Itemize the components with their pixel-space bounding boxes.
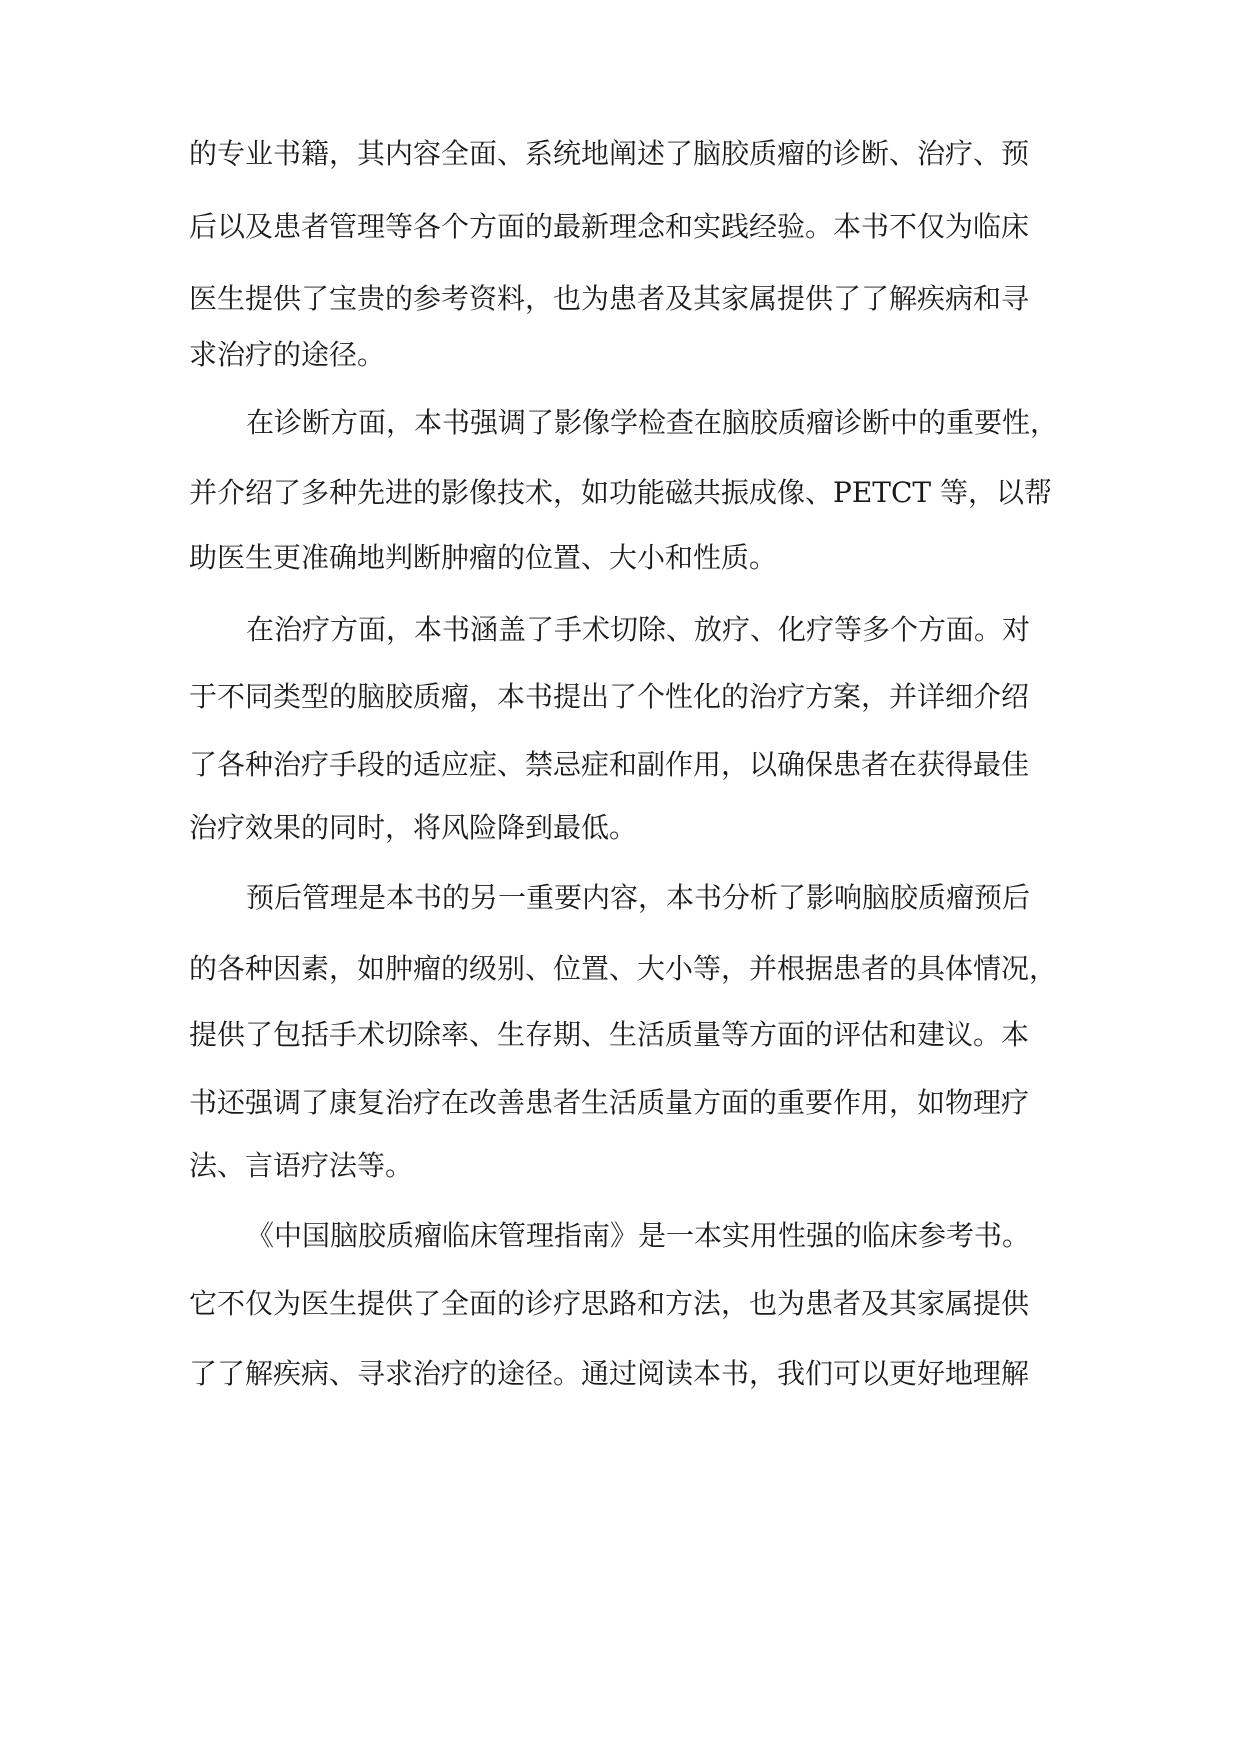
text-line: 书还强调了康复治疗在改善患者生活质量方面的重要作用，如物理疗 bbox=[189, 1086, 1030, 1119]
paragraph-first-line: 在治疗方面，本书涵盖了手术切除、放疗、化疗等多个方面。对 bbox=[246, 613, 1031, 646]
text-line: 医生提供了宝贵的参考资料，也为患者及其家属提供了了解疾病和寻 bbox=[189, 282, 1030, 315]
text-line: 后以及患者管理等各个方面的最新理念和实践经验。本书不仅为临床 bbox=[189, 210, 1030, 243]
text-line: 于不同类型的脑胶质瘤，本书提出了个性化的治疗方案，并详细介绍 bbox=[189, 680, 1030, 713]
paragraph-first-line: 《中国脑胶质瘤临床管理指南》是一本实用性强的临床参考书。 bbox=[246, 1219, 1031, 1252]
text-line: 的专业书籍，其内容全面、系统地阐述了脑胶质瘤的诊断、治疗、预 bbox=[189, 137, 1030, 170]
paragraph-first-line: 在诊断方面，本书强调了影像学检查在脑胶质瘤诊断中的重要性， bbox=[246, 406, 1059, 439]
text-line: 了各种治疗手段的适应症、禁忌症和副作用，以确保患者在获得最佳 bbox=[189, 748, 1030, 781]
text-line: 的各种因素，如肿瘤的级别、位置、大小等，并根据患者的具体情况， bbox=[189, 952, 1058, 985]
text-line: 助医生更准确地判断肿瘤的位置、大小和性质。 bbox=[189, 541, 778, 574]
text-line: 它不仅为医生提供了全面的诊疗思路和方法，也为患者及其家属提供 bbox=[189, 1287, 1030, 1320]
paragraph-first-line: 预后管理是本书的另一重要内容，本书分析了影响脑胶质瘤预后 bbox=[246, 881, 1031, 914]
text-line: 提供了包括手术切除率、生存期、生活质量等方面的评估和建议。本 bbox=[189, 1018, 1030, 1051]
text-line: 法、言语疗法等。 bbox=[189, 1149, 414, 1182]
text-line: 求治疗的途径。 bbox=[189, 338, 386, 371]
text-line: 并介绍了多种先进的影像技术，如功能磁共振成像、PETCT 等，以帮 bbox=[189, 476, 1052, 509]
text-line: 了了解疾病、寻求治疗的途径。通过阅读本书，我们可以更好地理解 bbox=[189, 1357, 1030, 1390]
text-line: 治疗效果的同时，将风险降到最低。 bbox=[189, 811, 638, 844]
